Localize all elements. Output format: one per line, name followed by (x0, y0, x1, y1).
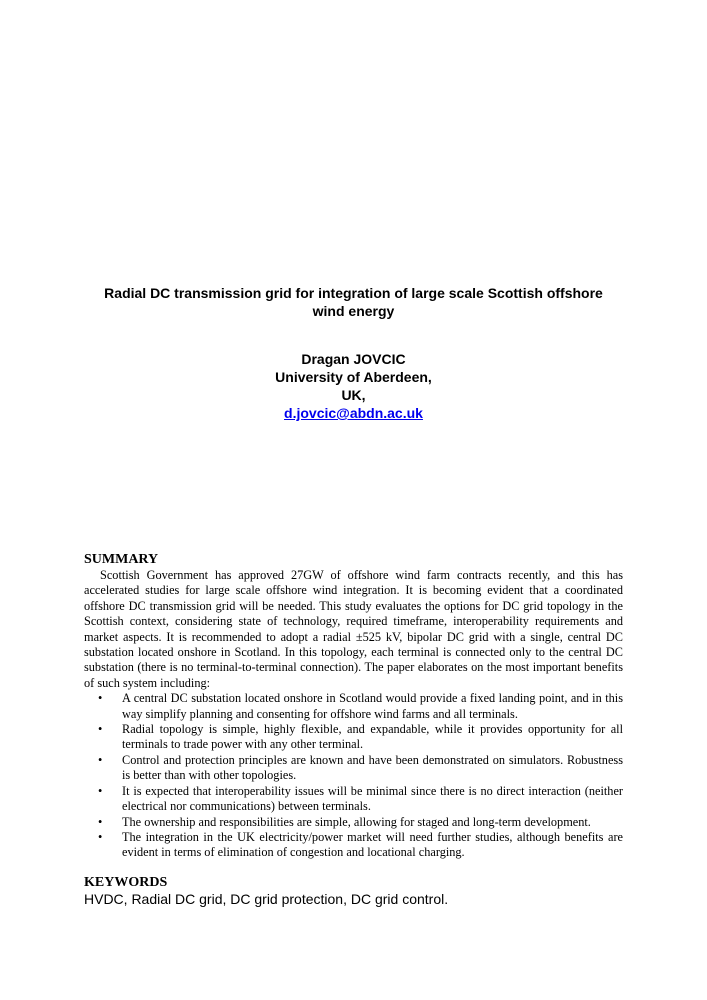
author-block (60, 350, 647, 422)
paper-title (60, 284, 647, 320)
list-item (84, 722, 623, 753)
list-item (84, 815, 623, 830)
author-affiliation: University of Aberdeen, (275, 369, 432, 385)
list-item-text: It is expected that interoperability issues will be minimal since there is no direct interaction (neither electrical nor communications) between terminals. (122, 783, 623, 814)
list-item (84, 784, 623, 815)
bullet-icon: • (98, 814, 103, 829)
keywords-text: HVDC, Radial DC grid, DC grid protection, DC grid control. (84, 891, 449, 907)
bullet-icon: • (98, 783, 103, 798)
list-item-text: Control and protection principles are known and have been demonstrated on simulators. Robustness is better than with other topologies. (122, 752, 623, 783)
list-item-text: The integration in the UK electricity/power market will need further studies, although benefits are evident in terms of elimination of congestion and locational charging. (122, 829, 623, 860)
title-line-2: wind energy (312, 303, 395, 319)
bullet-icon: • (98, 691, 103, 706)
bullet-icon: • (98, 722, 103, 737)
summary-paragraph: Scottish Government has approved 27GW of offshore wind farm contracts recently, and this has accelerated studies for large scale offshore wind integration. It is becoming evident that a coordinated offshore DC transmission grid will be needed. This study evaluates the options for DC grid topology in the Scottish context, considering state of technology, required timeframe, interoperability requirements and market aspects. It is recommended to adopt a radial ±525 kV, bipolar DC grid with a single, central DC substation located onshore in Scotland. In this topology, each terminal is connected only to the central DC substation (there is no terminal-to-terminal connection). The paper elaborates on the most important benefits of such system including: (84, 568, 623, 690)
keywords-heading: KEYWORDS (84, 875, 168, 890)
list-item (84, 753, 623, 784)
list-item-text: A central DC substation located onshore in Scotland would provide a fixed landing point, and in this way simplify planning and consenting for offshore wind farms and all terminals. (122, 691, 623, 721)
list-item-text: Radial topology is simple, highly flexible, and expandable, while it provides opportunity for all terminals to trade power with any other terminal. (122, 722, 623, 752)
summary-heading: SUMMARY (84, 552, 159, 567)
benefits-list (84, 691, 623, 860)
author-email-link[interactable]: d.jovcic@abdn.ac.uk (284, 405, 423, 421)
summary-section (84, 568, 623, 861)
author-country: UK, (341, 387, 366, 403)
bullet-icon: • (98, 829, 103, 844)
list-item-text: The ownership and responsibilities are simple, allowing for staged and long-term development. (122, 814, 591, 829)
list-item (84, 691, 623, 722)
author-name: Dragan JOVCIC (301, 351, 406, 367)
list-item (84, 830, 623, 861)
title-line-1: Radial DC transmission grid for integration of large scale Scottish offshore (104, 285, 603, 301)
bullet-icon: • (98, 752, 103, 767)
